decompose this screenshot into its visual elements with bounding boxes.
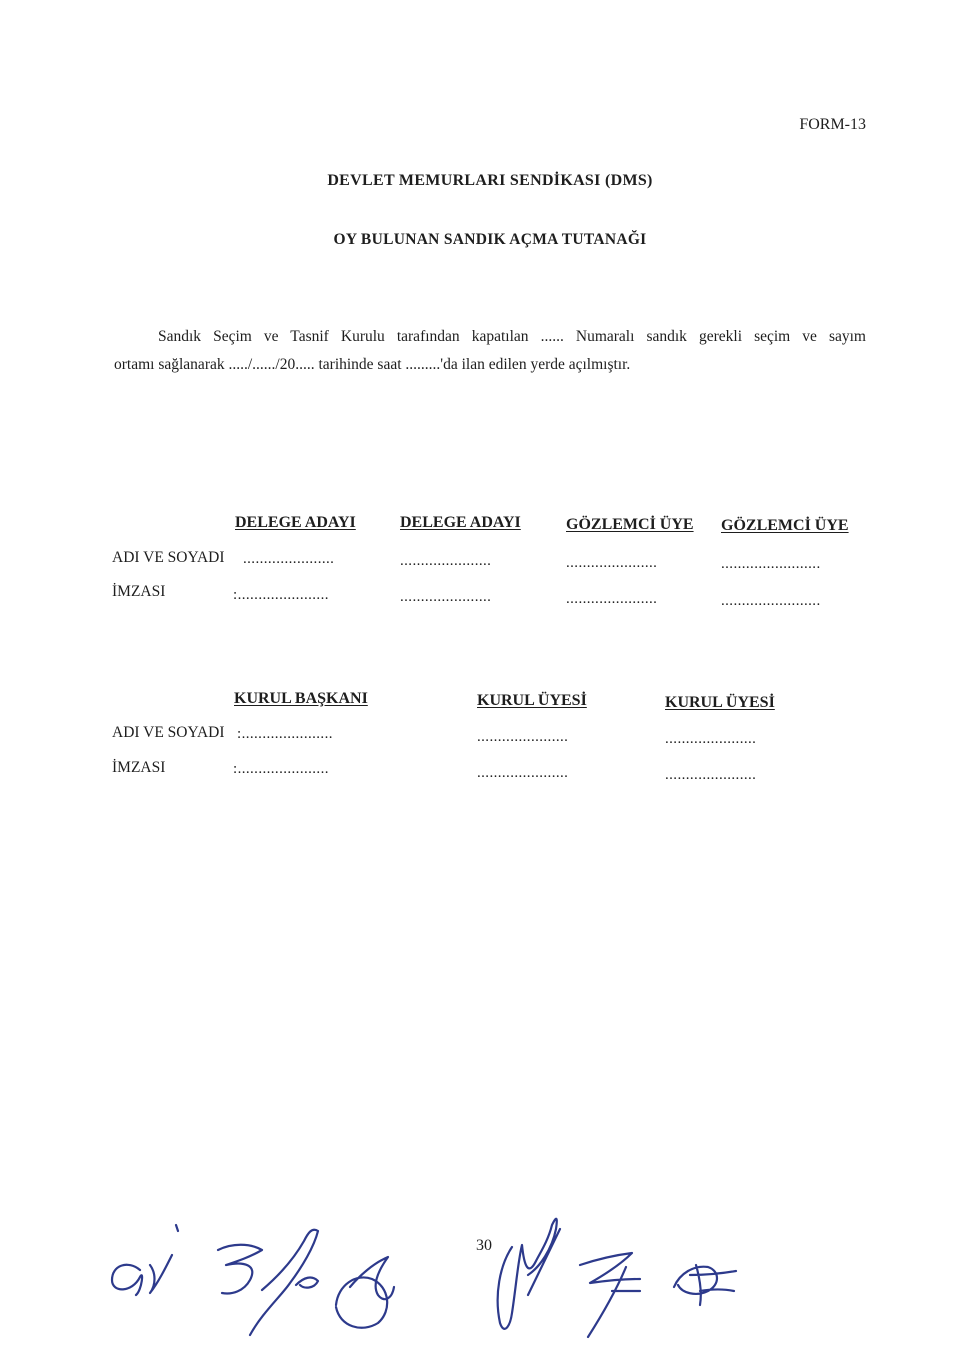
row-label-signature: İMZASI <box>112 583 166 600</box>
column-header-member-1: KURUL ÜYESİ <box>477 692 587 709</box>
column-header-delegate-2: DELEGE ADAYI <box>400 514 521 531</box>
signature-field-observer-2[interactable]: ........................ <box>721 593 821 609</box>
signature-3 <box>336 1257 394 1328</box>
column-header-observer-1: GÖZLEMCİ ÜYE <box>566 516 694 533</box>
signature-field-observer-1[interactable]: ...................... <box>566 591 658 607</box>
paragraph-line-2: ortamı sağlanarak ...../....../20..... tarihinde saat .........'da ilan edilen yerde açılmıştır. <box>114 356 631 373</box>
name-field-chairman[interactable]: :...................... <box>237 726 333 742</box>
signature-field-delegate-2[interactable]: ...................... <box>400 589 492 605</box>
page-number: 30 <box>476 1237 492 1254</box>
signature-field-delegate-1[interactable]: :...................... <box>233 587 329 603</box>
column-header-member-2: KURUL ÜYESİ <box>665 694 775 711</box>
form-code: FORM-13 <box>799 116 866 133</box>
name-field-member-2[interactable]: ...................... <box>665 731 757 747</box>
signature-field-member-2[interactable]: ...................... <box>665 767 757 783</box>
handwritten-signatures <box>0 1195 970 1370</box>
paragraph-line-1: Sandık Seçim ve Tasnif Kurulu tarafından kapatılan ...... Numaralı sandık gerekli seçim ve sayım <box>158 328 866 345</box>
column-header-observer-2: GÖZLEMCİ ÜYE <box>721 517 849 534</box>
signature-4 <box>498 1219 560 1329</box>
column-header-chairman: KURUL BAŞKANI <box>234 690 368 707</box>
document-title: DEVLET MEMURLARI SENDİKASI (DMS) <box>327 172 653 189</box>
signature-5 <box>580 1253 640 1337</box>
document-subtitle: OY BULUNAN SANDIK AÇMA TUTANAĞI <box>333 231 647 248</box>
row-label-name: ADI VE SOYADI <box>112 724 225 741</box>
name-field-member-1[interactable]: ...................... <box>477 729 569 745</box>
signature-6 <box>674 1265 736 1305</box>
row-label-name: ADI VE SOYADI <box>112 549 225 566</box>
name-field-observer-2[interactable]: ........................ <box>721 556 821 572</box>
signature-2 <box>218 1230 318 1335</box>
signature-field-member-1[interactable]: ...................... <box>477 765 569 781</box>
row-label-signature: İMZASI <box>112 759 166 776</box>
column-header-delegate-1: DELEGE ADAYI <box>235 514 356 531</box>
name-field-delegate-1[interactable]: ...................... <box>243 551 335 567</box>
name-field-delegate-2[interactable]: ...................... <box>400 553 492 569</box>
name-field-observer-1[interactable]: ...................... <box>566 555 658 571</box>
signature-field-chairman[interactable]: :...................... <box>233 761 329 777</box>
signature-1 <box>112 1225 178 1295</box>
